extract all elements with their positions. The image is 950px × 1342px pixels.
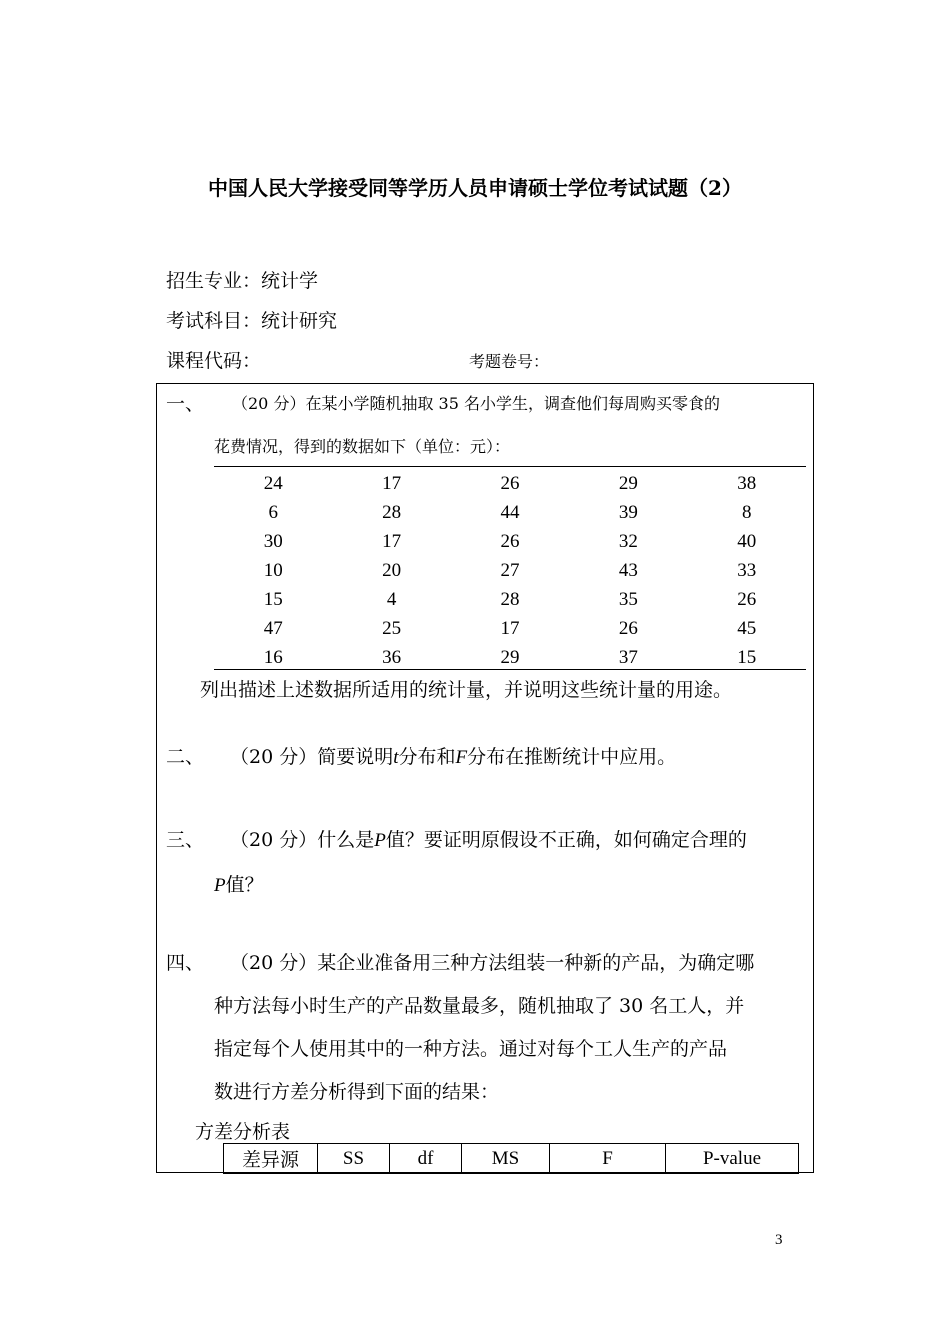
anova-header-df: df	[390, 1144, 462, 1174]
q4-line3: 指定每个人使用其中的一种方法。通过对每个工人生产的产品	[214, 1038, 728, 1060]
data-cell: 26	[500, 530, 520, 552]
data-cell: 8	[742, 501, 752, 523]
anova-header-row	[224, 1144, 799, 1174]
data-cell: 15	[263, 588, 283, 610]
p-symbol: P	[214, 875, 226, 896]
data-cell: 15	[737, 646, 757, 668]
q2-post: 分布在推断统计中应用。	[467, 746, 677, 768]
data-cell: 28	[382, 501, 402, 523]
data-cell: 35	[618, 588, 638, 610]
data-cell: 33	[737, 559, 757, 581]
data-cell: 26	[737, 588, 757, 610]
data-cell: 45	[737, 617, 757, 639]
data-cell: 39	[618, 501, 638, 523]
major-value: 统计学	[261, 270, 319, 292]
data-row	[214, 643, 806, 672]
data-row	[214, 614, 806, 643]
data-cell: 43	[618, 559, 638, 581]
data-row	[214, 556, 806, 585]
q3-post: 值？要证明原假设不正确，如何确定合理的	[385, 829, 747, 851]
anova-header-pvalue: P-value	[666, 1144, 799, 1174]
data-cell: 37	[618, 646, 638, 668]
subject-line	[166, 306, 337, 333]
q4-line2: 种方法每小时生产的产品数量最多，随机抽取了 30 名工人，并	[214, 995, 745, 1017]
data-cell: 36	[382, 646, 402, 668]
data-cell: 4	[386, 588, 397, 610]
data-cell: 10	[263, 559, 283, 581]
anova-header-ss: SS	[318, 1144, 390, 1174]
q1-line2: 花费情况，得到的数据如下（单位：元）：	[214, 437, 511, 456]
q2-number: 二、	[166, 746, 205, 768]
subject-label: 考试科目：	[166, 310, 262, 332]
data-cell: 20	[382, 559, 402, 581]
p-symbol: P	[374, 830, 386, 851]
anova-header-ms: MS	[462, 1144, 550, 1174]
data-cell: 17	[500, 617, 520, 639]
data-table-bottom-rule	[214, 669, 806, 670]
data-cell: 29	[500, 646, 520, 668]
t-symbol: t	[393, 747, 399, 768]
q1-line1: （20 分）在某小学随机抽取 35 名小学生，调查他们每周购买零食的	[232, 394, 720, 413]
q2-mid: 分布和	[398, 746, 456, 768]
course-code-label: 课程代码：	[166, 350, 262, 372]
page-title: 中国人民大学接受同等学历人员申请硕士学位考试试题（2）	[208, 176, 742, 200]
major-line	[166, 266, 318, 293]
q4-number: 四、	[166, 952, 205, 974]
data-table-top-rule	[214, 466, 806, 467]
data-cell: 40	[737, 530, 757, 552]
q3-line1	[230, 825, 747, 852]
data-cell: 6	[268, 501, 278, 523]
q4-line4: 数进行方差分析得到下面的结果：	[214, 1081, 500, 1103]
data-cell: 17	[382, 530, 402, 552]
q2-pre: （20 分）简要说明	[230, 746, 394, 768]
data-row	[214, 469, 806, 498]
data-cell: 38	[737, 472, 757, 494]
data-cell: 47	[263, 617, 283, 639]
f-symbol: F	[455, 747, 468, 768]
data-row	[214, 585, 806, 614]
data-cell: 30	[263, 530, 283, 552]
q1-number: 一、	[166, 393, 205, 415]
q1-instruction: 列出描述上述数据所适用的统计量，并说明这些统计量的用途。	[200, 679, 733, 701]
anova-header-f: F	[550, 1144, 666, 1174]
q3-pre: （20 分）什么是	[230, 829, 375, 851]
data-cell: 26	[500, 472, 520, 494]
data-row	[214, 498, 806, 527]
data-row	[214, 527, 806, 556]
q3-line2	[214, 870, 264, 897]
paper-number-label: 考题卷号：	[469, 352, 550, 371]
data-cell: 27	[500, 559, 520, 581]
data-cell: 24	[263, 472, 283, 494]
data-cell: 28	[500, 588, 520, 610]
anova-header-source: 差异源	[224, 1144, 318, 1174]
major-label: 招生专业：	[166, 270, 262, 292]
data-cell: 32	[618, 530, 638, 552]
spending-data-table	[214, 469, 806, 672]
anova-table-title: 方差分析表	[195, 1121, 291, 1143]
subject-value: 统计研究	[261, 310, 338, 332]
q4-line1: （20 分）某企业准备用三种方法组装一种新的产品，为确定哪	[230, 952, 755, 974]
q2-text	[230, 742, 676, 769]
anova-table	[223, 1143, 799, 1174]
page-number: 3	[775, 1232, 783, 1248]
data-cell: 26	[618, 617, 638, 639]
data-cell: 44	[500, 501, 520, 523]
data-cell: 17	[382, 472, 402, 494]
data-cell: 25	[382, 617, 402, 639]
q3-line2-post: 值？	[225, 874, 264, 896]
data-cell: 29	[618, 472, 638, 494]
data-cell: 16	[263, 646, 283, 668]
q3-number: 三、	[166, 829, 205, 851]
